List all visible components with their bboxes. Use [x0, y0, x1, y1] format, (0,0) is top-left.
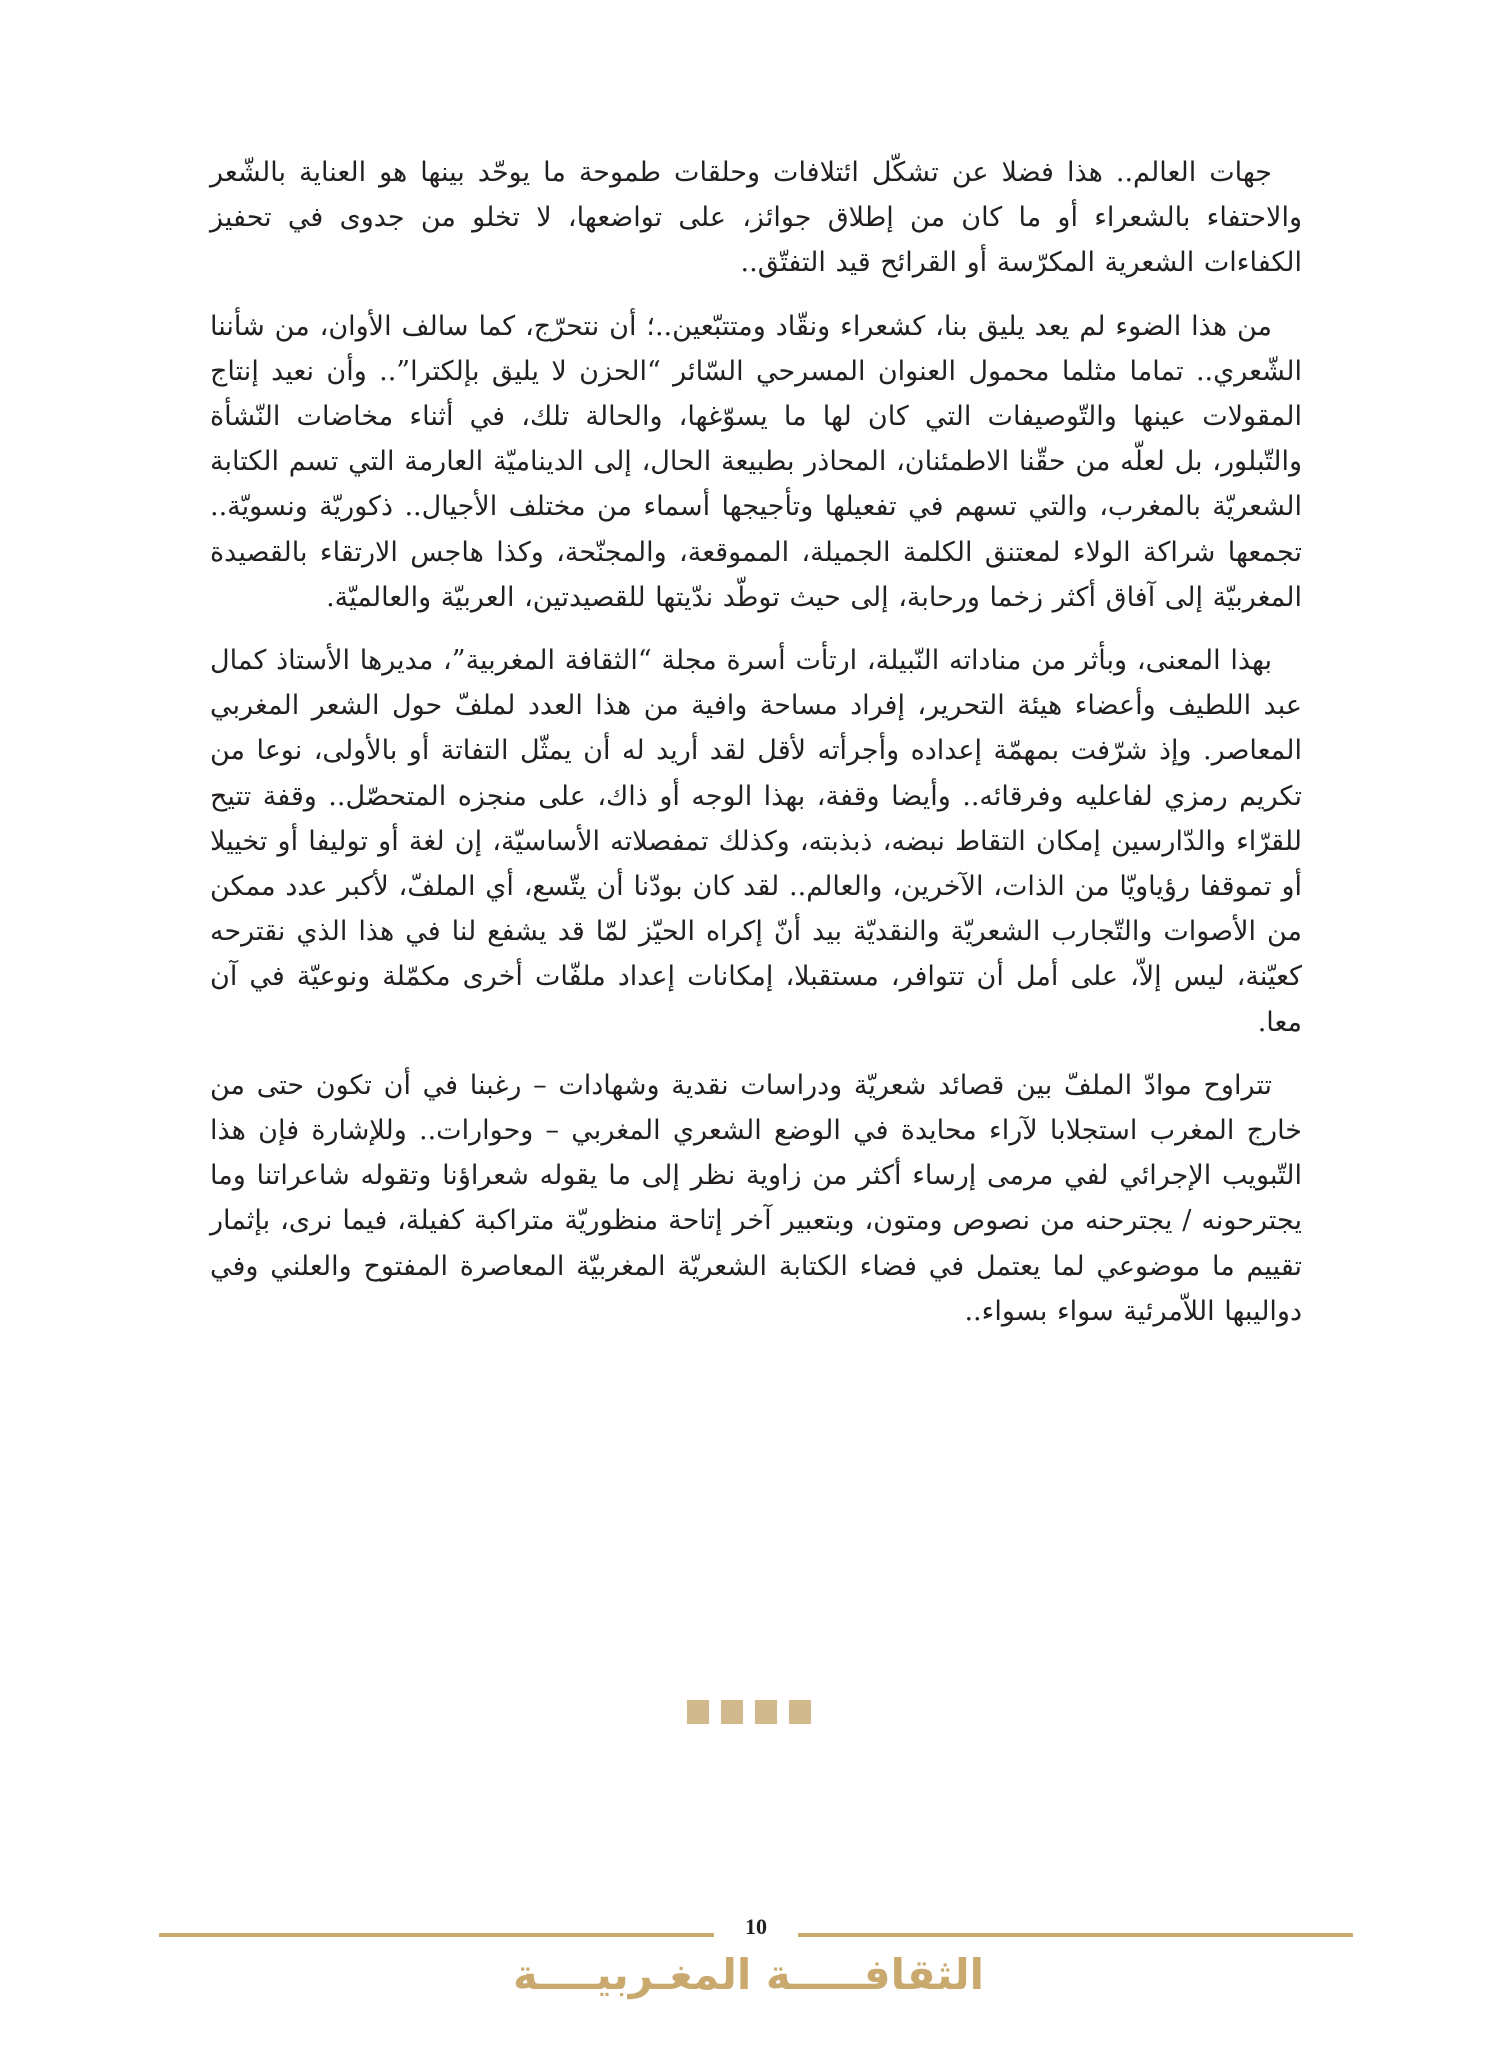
footer-rule-left	[159, 1933, 714, 1937]
paragraph-4: تتراوح موادّ الملفّ بين قصائد شعريّة ودراسات نقدية وشهادات – رغبنا في أن تكون حتى من خارج المغرب استجلابا لآراء محايدة في الوضع الشعري المغربي – وحوارات.. وللإشارة فإن هذا التّبويب الإجرائي لفي مرمى إرساء أكثر من زاوية نظر إلى ما يقوله شعراؤنا وتقوله شاعراتنا وما يجترحونه / يجترحنه من نصوص ومتون، وبتعبير آخر إتاحة منظوريّة متراكبة كفيلة، فيما نرى، بإثمار تقييم ما موضوعي لما يعتمل في فضاء الكتابة الشعريّة المغربيّة المعاصرة المفتوح والعلني وفي دواليبها اللاّمرئية سواء بسواء..	[210, 1069, 1302, 1327]
article-body	[210, 150, 1302, 1352]
ornament-square-icon	[687, 1700, 709, 1724]
footer-rule-right	[798, 1933, 1353, 1937]
paragraph-2: من هذا الضوء لم يعد يليق بنا، كشعراء ونقّاد ومتتبّعين..؛ أن نتحرّج، كما سالف الأوان، من شأننا الشّعري.. تماما مثلما محمول العنوان المسرحي السّائر “الحزن لا يليق بإلكترا”.. وأن نعيد إنتاج المقولات عينها والتّوصيفات التي كان لها ما يسوّغها، والحالة تلك، في أثناء مخاضات النّشأة والتّبلور، بل لعلّه من حقّنا الاطمئنان، المحاذر بطبيعة الحال، إلى الديناميّة العارمة التي تسم الكتابة الشعريّة بالمغرب، والتي تسهم في تفعيلها وتأجيجها أسماء من مختلف الأجيال.. ذكوريّة ونسويّة.. تجمعها شراكة الولاء لمعتنق الكلمة الجميلة، المموقعة، والمجنّحة، وكذا هاجس الارتقاء بالقصيدة المغربيّة إلى آفاق أكثر زخما ورحابة، إلى حيث توطّد ندّيتها للقصيدتين، العربيّة والعالميّة.	[210, 310, 1302, 613]
ornament-square-icon	[755, 1700, 777, 1724]
ornament-square-icon	[721, 1700, 743, 1724]
magazine-title: الثقافـــــة المغـربيــــة	[512, 1950, 984, 1999]
paragraph-1: جهات العالم.. هذا فضلا عن تشكّل ائتلافات وحلقات طموحة ما يوحّد بينها هو العناية بالشّعر والاحتفاء بالشعراء أو ما كان من إطلاق جوائز، على تواضعها، لا تخلو من جدوى في تحفيز الكفاءات الشعرية المكرّسة أو القرائح قيد التفتّق..	[210, 157, 1302, 279]
page-number: 10	[745, 1914, 767, 1939]
paragraph-3: بهذا المعنى، وبأثر من مناداته النّبيلة، ارتأت أسرة مجلة “الثقافة المغربية”، مديرها الأستاذ كمال عبد اللطيف وأعضاء هيئة التحرير، إفراد مساحة وافية من هذا العدد لملفّ حول الشعر المغربي المعاصر. وإذ شرّفت بمهمّة إعداده وأجرأته لأقل لقد أريد له أن يمثّل التفاتة أو بالأولى، نوعا من تكريم رمزي لفاعليه وفرقائه.. وأيضا وقفة، بهذا الوجه أو ذاك، على منجزه المتحصّل.. وقفة تتيح للقرّاء والدّارسين إمكان التقاط نبضه، ذبذبته، وكذلك تمفصلاته الأساسيّة، إن لغة أو توليفا أو تخييلا أو تموقفا رؤياويّا من الذات، الآخرين، والعالم.. لقد كان بودّنا أن يتّسع، أي الملفّ، لأكبر عدد ممكن من الأصوات والتّجارب الشعريّة والنقديّة بيد أنّ إكراه الحيّز لمّا قد يشفع لنا في هذا الذي نقترحه كعيّنة، ليس إلاّ، على أمل أن تتوافر، مستقبلا، إمكانات إعداد ملفّات أخرى مكمّلة ونوعيّة في آن معا.	[210, 645, 1302, 1038]
section-end-ornament	[0, 1700, 1497, 1724]
ornament-square-icon	[789, 1700, 811, 1724]
